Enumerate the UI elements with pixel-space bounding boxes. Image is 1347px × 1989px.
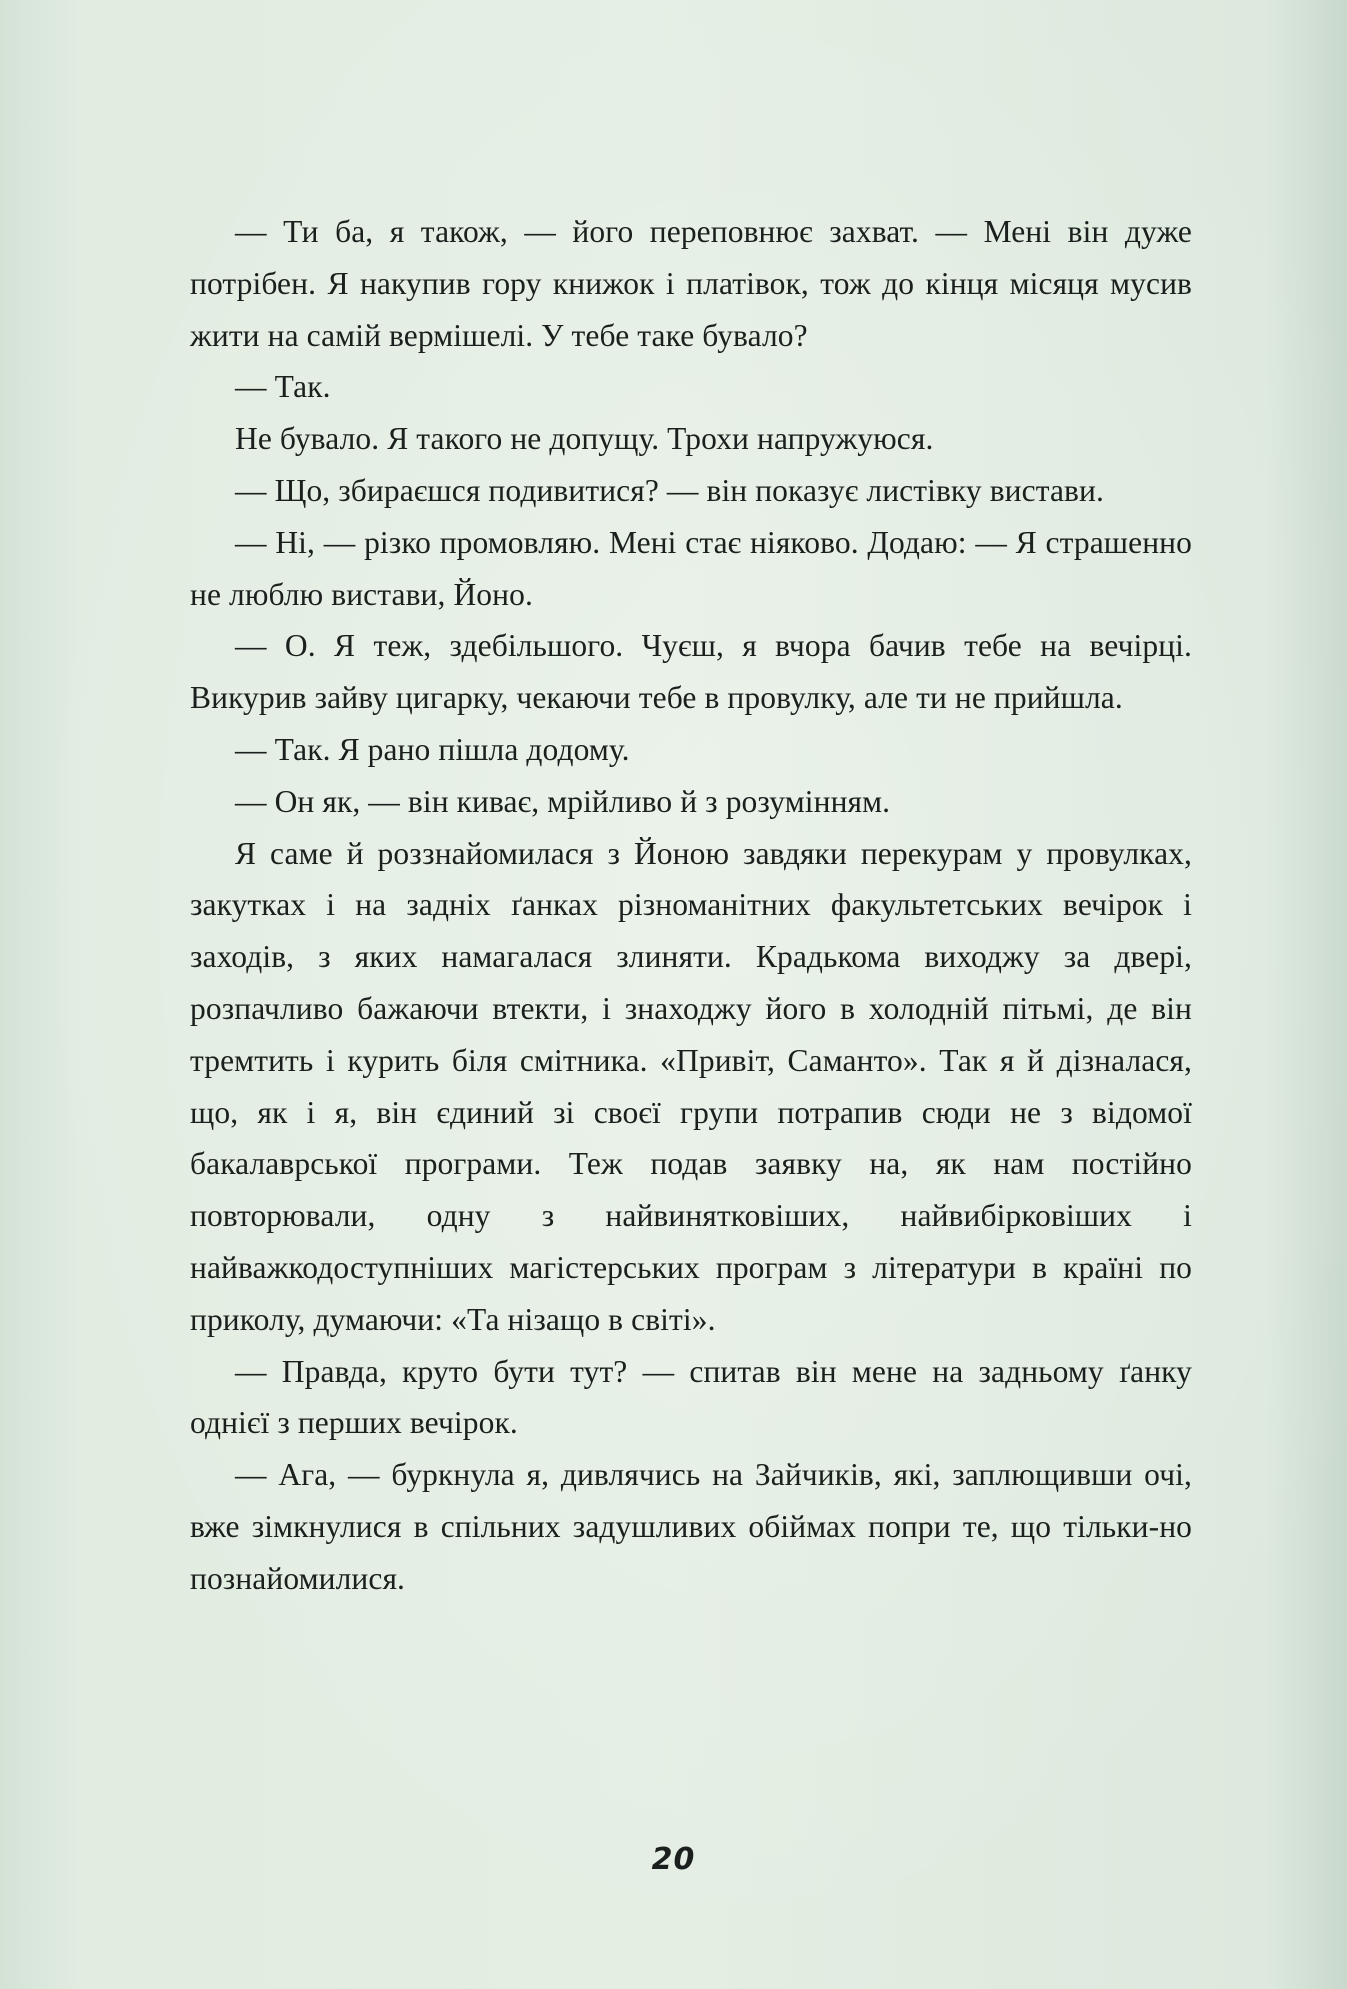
paragraph-4: — Що, збираєшся подивитися? — він показує листівку вистави. xyxy=(235,472,1104,508)
paragraph-5: — Ні, — різко промовляю. Мені стає ніяково. Додаю: — Я страшенно не люблю вистави, Йоно. xyxy=(190,524,1192,612)
paragraph-3: Не бувало. Я такого не допущу. Трохи напружуюся. xyxy=(235,421,934,457)
body-text xyxy=(190,206,1192,1605)
paragraph-10: — Правда, круто бути тут? — спитав він мене на задньому ґанку однієї з перших вечірок. xyxy=(190,1353,1192,1441)
paragraph-1: — Ти ба, я також, — його переповнює захват. — Мені він дуже потрібен. Я накупив гору книжок і платівок, тож до кінця місяця мусив жити на самій вермішелі. У тебе таке бувало? xyxy=(190,214,1192,353)
paragraph-6: — О. Я теж, здебільшого. Чуєш, я вчора бачив тебе на вечірці. Викурив зайву цигарку, чекаючи тебе в провулку, але ти не прийшла. xyxy=(190,628,1192,716)
paragraph-9: Я саме й роззнайомилася з Йоною завдяки перекурам у провулках, закутках і на задніх ґанках різноманітних факультетських вечірок і заходів, з яких намагалася злиняти. Крадькома виходжу за двері, розпачливо бажаючи втекти, і знаходжу його в холодній пітьмі, де він тремтить і курить біля смітника. «Привіт, Саманто». Так я й дізналася, що, як і я, він єдиний зі своєї групи потрапив сюди не з відомої бакалаврської програми. Теж подав заявку на, як нам постійно повторювали, одну з найвинятковіших, найвибірковіших і найважкодоступніших магістерських програм з літератури в країні по приколу, думаючи: «Та нізащо в світі». xyxy=(190,835,1192,1337)
paragraph-11: — Ага, — буркнула я, дивлячись на Зайчиків, які, заплющивши очі, вже зімкнулися в спільних задушливих обіймах попри те, що тільки-но познайомилися. xyxy=(190,1457,1192,1596)
paragraph-8: — Он як, — він киває, мрійливо й з розумінням. xyxy=(235,783,891,819)
paragraph-7: — Так. Я рано пішла додому. xyxy=(235,731,630,767)
page-number: 20 xyxy=(651,1842,696,1877)
paragraph-2: — Так. xyxy=(235,369,331,405)
